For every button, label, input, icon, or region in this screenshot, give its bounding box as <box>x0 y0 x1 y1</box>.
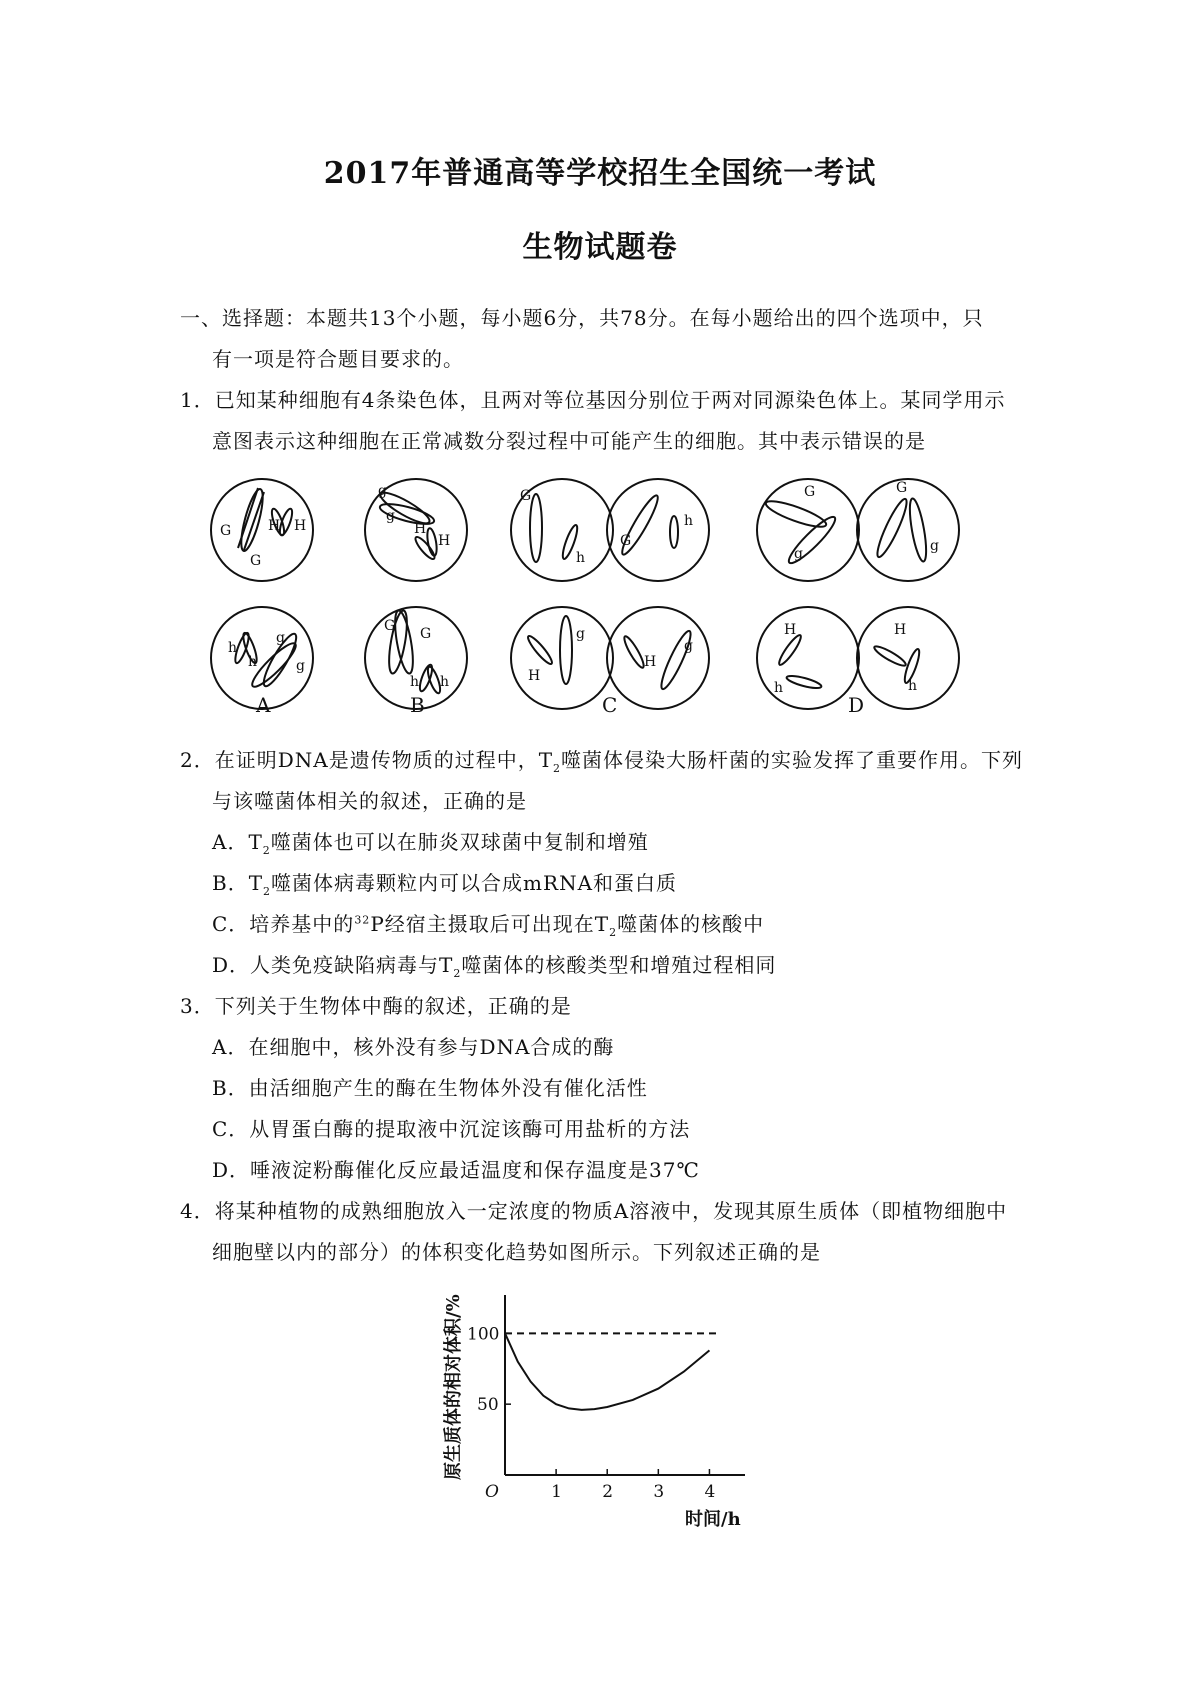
q4-volume-chart <box>430 1280 760 1530</box>
q2-option-a-sub: 2 <box>262 844 271 857</box>
q2-stem-text-b: 噬菌体侵染大肠杆菌的实验发挥了重要作用。下列 <box>561 748 1024 772</box>
q3-option-a: A．在细胞中，核外没有参与DNA合成的酶 <box>212 1035 615 1059</box>
chromosome <box>413 535 437 562</box>
gene-label: H <box>414 521 427 537</box>
q2-option-b-prefix: B．T <box>212 871 264 895</box>
chromosome <box>560 616 572 684</box>
gene-label: h <box>774 680 784 696</box>
gene-label: g <box>684 638 693 654</box>
gene-label: G <box>420 626 432 642</box>
chromosome <box>237 487 267 552</box>
gene-label: G <box>804 484 816 500</box>
cell-circle <box>857 479 959 581</box>
gene-label: H <box>894 622 907 638</box>
gene-label: h <box>410 674 420 690</box>
q2-option-a-prefix: A．T <box>212 830 263 854</box>
q2-option-a-text: 噬菌体也可以在肺炎双球菌中复制和增殖 <box>270 830 649 854</box>
gene-label: H <box>644 654 657 670</box>
chromosome <box>622 634 647 669</box>
chromosome <box>530 494 542 562</box>
y-tick-label: 50 <box>477 1395 499 1416</box>
gene-label: h <box>908 678 918 694</box>
exam-title: 2017年普通高等学校招生全国统一考试 <box>323 156 877 191</box>
chromosome <box>786 673 823 690</box>
chromosome <box>392 609 417 674</box>
q2-option-c-prefix: C．培养基中的 <box>212 912 355 936</box>
gene-label: h <box>440 674 450 690</box>
gene-label: g <box>930 538 939 554</box>
cell-circle <box>607 479 709 581</box>
gene-label: g <box>378 483 387 499</box>
gene-label: h <box>576 550 586 566</box>
q2-stem-line2: 与该噬菌体相关的叙述，正确的是 <box>212 789 527 813</box>
q2-option-d-text: 噬菌体的核酸类型和增殖过程相同 <box>461 953 777 977</box>
gene-label: g <box>276 630 285 646</box>
option-a-label: A <box>256 693 271 717</box>
gene-label: G <box>384 618 396 634</box>
q4-stem-line1: 4．将某种植物的成熟细胞放入一定浓度的物质A溶液中，发现其原生质体（即植物细胞中 <box>180 1199 1008 1223</box>
q2-option-c <box>212 908 764 939</box>
exam-subtitle: 生物试题卷 <box>522 230 678 265</box>
gene-label: H <box>268 518 281 534</box>
gene-label: H <box>784 622 797 638</box>
q1-meiosis-figure <box>200 470 1020 720</box>
q2-option-c-sup: 32 <box>354 913 371 927</box>
x-tick-label: 3 <box>653 1482 665 1502</box>
gene-label: G <box>896 480 908 496</box>
q2-option-b-sub: 2 <box>263 885 272 898</box>
gene-label: H <box>528 668 541 684</box>
q3-option-c: C．从胃蛋白酶的提取液中沉淀该酶可用盐析的方法 <box>212 1117 691 1141</box>
gene-label: h <box>248 654 258 670</box>
option-d-cells <box>757 479 959 709</box>
x-tick-label: 2 <box>602 1482 614 1502</box>
x-axis-label: 时间/h <box>685 1509 741 1530</box>
q2-option-d-sub: 2 <box>453 967 462 980</box>
q3-stem: 3．下列关于生物体中酶的叙述，正确的是 <box>180 994 572 1018</box>
x-tick-label: 4 <box>704 1482 716 1502</box>
q2-option-b <box>212 867 677 898</box>
chromosome <box>872 644 907 669</box>
gene-label: G <box>520 488 532 504</box>
gene-label: h <box>684 513 694 529</box>
chromosome <box>764 496 829 531</box>
chromosome <box>670 516 678 548</box>
cell-circle <box>757 607 859 709</box>
gene-label: g <box>296 658 305 674</box>
chromosome <box>907 497 930 562</box>
y-axis-label: 原生质体的相对体积/% <box>443 1294 464 1480</box>
gene-label: G <box>620 533 632 549</box>
option-a-cells <box>211 479 313 709</box>
q2-option-d-prefix: D．人类免疫缺陷病毒与T <box>212 953 454 977</box>
gene-label: G <box>250 553 262 569</box>
q2-option-c-sub: 2 <box>609 926 618 939</box>
q1-stem-line2: 意图表示这种细胞在正常减数分裂过程中可能产生的细胞。其中表示错误的是 <box>212 429 926 453</box>
q4-stem-line2: 细胞壁以内的部分）的体积变化趋势如图所示。下列叙述正确的是 <box>212 1240 821 1264</box>
section-instruction-line1: 一、选择题：本题共13个小题，每小题6分，共78分。在每小题给出的四个选项中，只 <box>180 306 984 330</box>
q2-option-c-text: 噬菌体的核酸中 <box>617 912 765 936</box>
section-instruction-line2: 有一项是符合题目要求的。 <box>212 347 464 371</box>
gene-label: g <box>386 508 395 524</box>
cell-circle <box>607 607 709 709</box>
gene-label: H <box>294 518 307 534</box>
gene-label: g <box>576 626 585 642</box>
q3-option-d: D．唾液淀粉酶催化反应最适温度和保存温度是37℃ <box>212 1158 700 1182</box>
q2-stem-line1 <box>180 744 1023 775</box>
option-c-label: C <box>602 693 618 717</box>
q2-stem-text-a: 2．在证明DNA是遗传物质的过程中，T <box>180 748 554 772</box>
q1-stem-line1: 1．已知某种细胞有4条染色体，且两对等位基因分别位于两对同源染色体上。某同学用示 <box>180 388 1006 412</box>
y-tick-label: 100 <box>467 1324 500 1345</box>
option-c-cells <box>511 479 709 709</box>
chromosome <box>776 633 803 667</box>
q2-option-d <box>212 949 776 980</box>
q2-stem-sub: 2 <box>553 762 562 775</box>
option-b-cells <box>365 479 467 709</box>
chromosome <box>873 496 911 559</box>
q2-option-b-text: 噬菌体病毒颗粒内可以合成mRNA和蛋白质 <box>271 871 678 895</box>
x-tick-label: 1 <box>551 1482 562 1502</box>
chromosome <box>525 634 554 667</box>
option-b-label: B <box>410 693 425 717</box>
q2-option-c-mid: P经宿主摄取后可出现在T <box>370 912 610 936</box>
gene-label: g <box>794 546 803 562</box>
q3-option-b: B．由活细胞产生的酶在生物体外没有催化活性 <box>212 1076 648 1100</box>
option-d-label: D <box>848 693 865 717</box>
gene-label: h <box>228 640 238 656</box>
gene-label: G <box>220 523 232 539</box>
gene-label: H <box>438 533 451 549</box>
q2-option-a <box>212 826 649 857</box>
origin-label: O <box>485 1482 499 1502</box>
volume-curve <box>505 1333 709 1410</box>
